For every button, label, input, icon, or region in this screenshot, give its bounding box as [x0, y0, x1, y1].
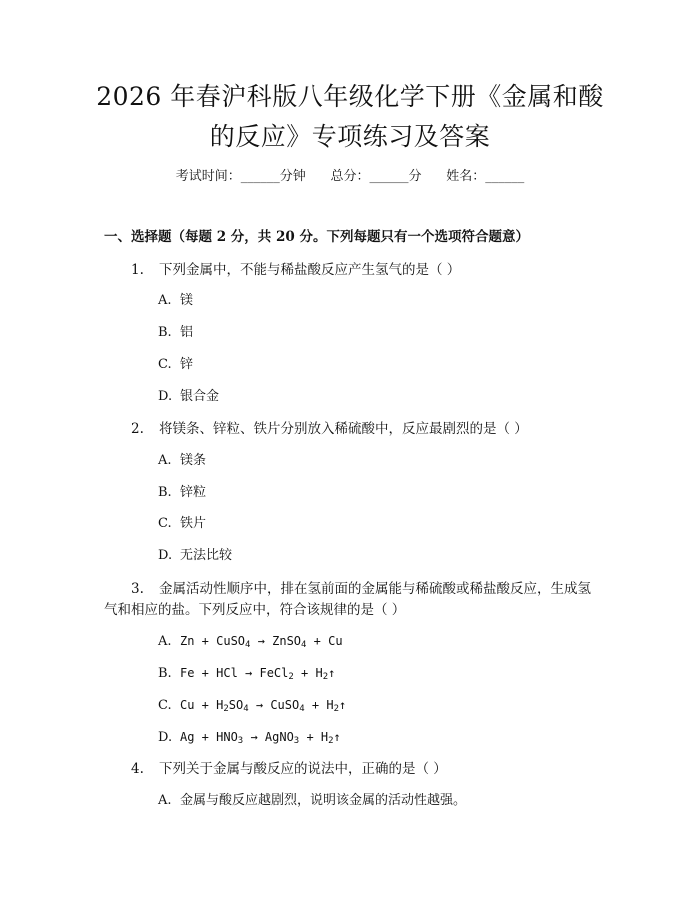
question-text: 下列关于金属与酸反应的说法中，正确的是（ ） — [159, 761, 447, 777]
section-heading: 一、选择题（每题 2 分，共 20 分。下列每题只有一个选项符合题意） — [104, 229, 529, 245]
option-3c: C. $Cu + H_2SO_4$ → CuSO$_4$ + $H_2↑$ — [158, 698, 347, 714]
option-1b: B. 铝 — [158, 325, 194, 340]
question-number: 2. — [131, 421, 144, 437]
question-number: 3. — [131, 581, 144, 597]
question-number: 1. — [131, 262, 144, 278]
option-2a: A. 镁条 — [158, 453, 207, 468]
option-2d: D. 无法比较 — [158, 548, 233, 563]
page-title-line-2: 的反应》专项练习及答案 — [209, 122, 491, 151]
question-3 — [131, 580, 591, 598]
option-3d: D. $Ag + HNO_3$ → AgNO$_3$ + $H_2↑$ — [158, 730, 341, 746]
exam-meta: 考试时间：______分钟 总分：______分 姓名：______ — [175, 169, 525, 184]
question-1 — [131, 261, 460, 279]
option-2c: C. 铁片 — [158, 516, 207, 531]
option-4a: A. 金属与酸反应越剧烈，说明该金属的活动性越强。 — [158, 793, 467, 808]
option-2b: B. 锌粒 — [158, 485, 207, 500]
question-text: 金属活动性顺序中，排在氢前面的金属能与稀硫酸或稀盐酸反应，生成氢 — [159, 581, 591, 597]
question-text: 将镁条、锌粒、铁片分别放入稀硫酸中，反应最剧烈的是（ ） — [159, 421, 528, 437]
option-1c: C. 锌 — [158, 357, 194, 372]
question-number: 4. — [131, 761, 144, 777]
question-text: 下列金属中，不能与稀盐酸反应产生氢气的是（ ） — [159, 262, 461, 278]
option-1d: D. 银合金 — [158, 389, 220, 404]
question-4 — [131, 760, 447, 778]
option-3b: B. Fe + HCl → FeCl$_2$ + $H_2↑$ — [158, 666, 336, 682]
option-1a: A. 镁 — [158, 293, 194, 308]
question-3-continued: 气和相应的盐。下列反应中，符合该规律的是（ ） — [104, 602, 406, 618]
question-2 — [131, 420, 528, 438]
page-title-line-1: 2026 年春沪科版八年级化学下册《金属和酸 — [96, 82, 604, 111]
option-3a: A. Zn + CuSO$_4$ → ZnSO$_4$ + Cu — [158, 634, 343, 650]
